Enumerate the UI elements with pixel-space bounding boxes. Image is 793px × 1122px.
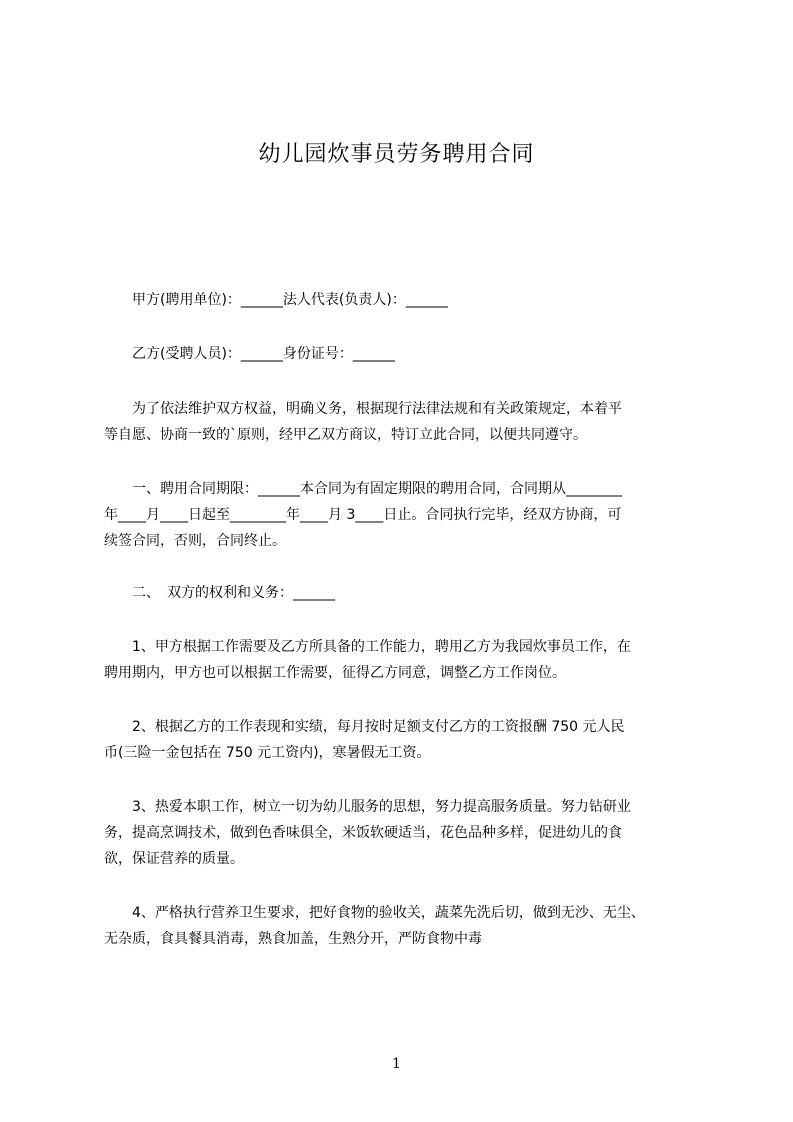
- preamble-line: 为了依法维护双方权益，明确义务，根据现行法律法规和有关政策规定，本着平: [104, 401, 622, 417]
- party-b-line: 乙方(受聘人员)：______身份证号：______: [104, 346, 395, 362]
- section-1-line: 一、聘用合同期限：______本合同为有固定期限的聘用合同，合同期从________: [104, 481, 622, 497]
- section-1-line: 续签合同，否则，合同终止。: [104, 533, 286, 549]
- clause-1-paragraph: [104, 634, 724, 686]
- clause-4-line: 4、严格执行营养卫生要求，把好食物的验收关，蔬菜先洗后切，做到无沙、无尘、: [104, 905, 645, 921]
- clause-3-line: 3、热爱本职工作，树立一切为幼儿服务的思想，努力提高服务质量。努力钻研业: [104, 799, 631, 815]
- clause-1-line: 聘用期内，甲方也可以根据工作需要，征得乙方同意，调整乙方工作岗位。: [104, 665, 566, 681]
- clause-2-line: 2、根据乙方的工作表现和实绩，每月按时足额支付乙方的工资报酬 750 元人民: [104, 719, 625, 735]
- section-2-heading: 二、 双方的权利和义务：______: [104, 585, 335, 601]
- clause-3-line: 务，提高烹调技术，做到色香味俱全，米饭软硬适当，花色品种多样，促进幼儿的食: [104, 825, 622, 841]
- clause-4-paragraph: [104, 900, 724, 952]
- clause-2-paragraph: [104, 714, 724, 766]
- page-number: 1: [392, 1056, 401, 1072]
- party-a-line: 甲方(聘用单位)：______法人代表(负责人)：______: [104, 292, 448, 308]
- section-1-contract-term: [104, 476, 724, 554]
- preamble-paragraph: [104, 396, 724, 448]
- clause-1-line: 1、甲方根据工作需要及乙方所具备的工作能力，聘用乙方为我园炊事员工作，在: [104, 639, 631, 655]
- clause-2-line: 币(三险一金包括在 750 元工资内)，寒暑假无工资。: [104, 745, 431, 761]
- document-title: 幼儿园炊事员劳务聘用合同: [258, 142, 535, 167]
- clause-4-line: 无杂质，食具餐具消毒，熟食加盖，生熟分开，严防食物中毒: [104, 931, 482, 947]
- preamble-line: 等自愿、协商一致的`原则，经甲乙双方商议，特订立此合同，以便共同遵守。: [104, 427, 587, 443]
- clause-3-line: 欲，保证营养的质量。: [104, 851, 244, 867]
- section-1-line: 年____月____日起至________年____月 3____日止。合同执行完毕，经双方协商，可: [104, 507, 622, 523]
- clause-3-paragraph: [104, 794, 724, 872]
